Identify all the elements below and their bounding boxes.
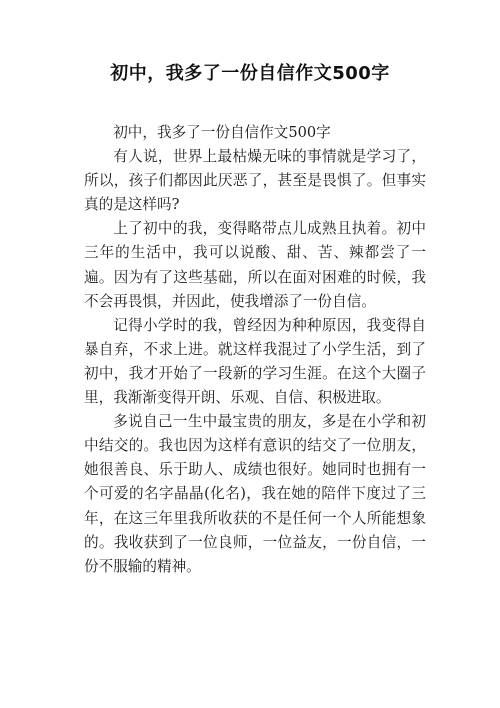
document-body xyxy=(84,121,426,579)
paragraph: 多说自己一生中最宝贵的朋友，多是在小学和初中结交的。我也因为这样有意识的结交了一位朋友，她很善良、乐于助人、成绩也很好。她同时也拥有一个可爱的名字晶晶(化名)，我在她的陪伴下度过了三年，在这三年里我所收获的不是任何一个人所能想象的。我收获到了一位良师，一位益友，一份自信，一份不服输的精神。 xyxy=(84,413,426,575)
document-title: 初中，我多了一份自信作文500字 xyxy=(110,63,390,84)
paragraph: 记得小学时的我，曾经因为种种原因，我变得自暴自弃，不求上进。就这样我混过了小学生活，到了初中，我才开始了一段新的学习生涯。在这个大圈子里，我渐渐变得开朗、乐观、自信、积极进取。 xyxy=(84,316,426,407)
paragraph: 上了初中的我，变得略带点儿成熟且执着。初中三年的生活中，我可以说酸、甜、苦、辣都尝了一遍。因为有了这些基础，所以在面对困难的时候，我不会再畏惧，并因此，使我增添了一份自信。 xyxy=(84,220,426,310)
paragraph-subtitle: 初中，我多了一份自信作文500字 xyxy=(113,124,331,141)
paragraph: 有人说，世界上最枯燥无味的事情就是学习了，所以，孩子们都因此厌恶了，甚至是畏惧了。但事实真的是这样吗? xyxy=(84,148,426,214)
